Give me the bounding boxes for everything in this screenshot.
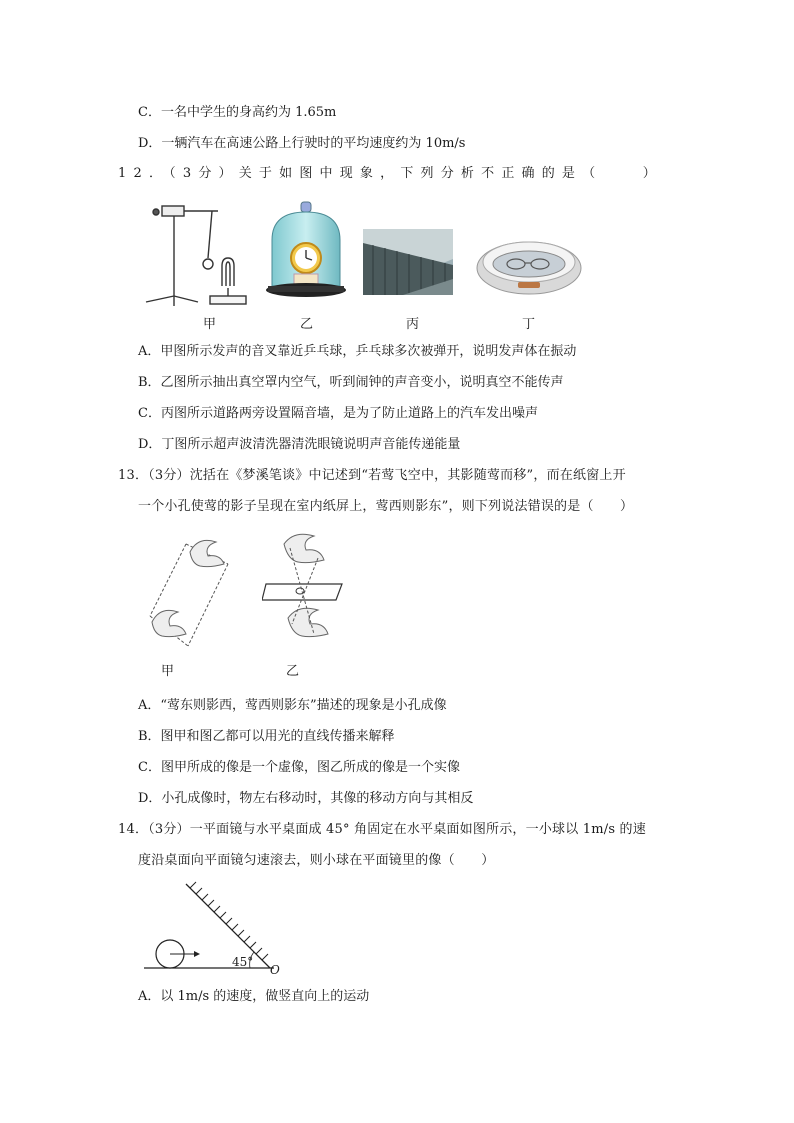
caption-ding: 丁 — [522, 317, 536, 332]
q12-option-d: D．丁图所示超声波清洗器清洗眼镜说明声音能传递能量 — [138, 437, 461, 452]
q12-option-c: C．丙图所示道路两旁设置隔音墙，是为了防止道路上的汽车发出噪声 — [138, 406, 538, 421]
bird-shadow-figure-jia — [138, 534, 238, 656]
q12-option-a: A．甲图所示发声的音叉靠近乒乓球，乒乓球多次被弹开，说明发声体在振动 — [138, 344, 577, 359]
sound-barrier-figure — [363, 229, 453, 295]
q12-stem: 12．（3分）关于如图中现象，下列分析不正确的是（ ） — [118, 166, 663, 181]
q13-option-d: D．小孔成像时，物左右移动时，其像的移动方向与其相反 — [138, 791, 474, 806]
q13-stem-line2: 一个小孔使莺的影子呈现在室内纸屏上，莺西则影东”，则下列说法错误的是（ ） — [138, 499, 634, 514]
ultrasonic-cleaner-figure — [474, 232, 584, 297]
caption-13-yi: 乙 — [286, 664, 300, 679]
caption-jia: 甲 — [203, 317, 217, 332]
angle-label: 45° — [232, 955, 254, 969]
mirror-ball-figure — [140, 880, 290, 978]
q13-stem-line1: 13．（3分）沈括在《梦溪笔谈》中记述到“若莺飞空中，其影随莺而移”，而在纸窗上开 — [118, 468, 626, 483]
q11-option-d: D．一辆汽车在高速公路上行驶时的平均速度约为 10m/s — [138, 136, 466, 151]
q13-option-b: B．图甲和图乙都可以用光的直线传播来解释 — [138, 729, 395, 744]
q14-option-a: A．以 1m/s 的速度，做竖直向上的运动 — [138, 989, 370, 1004]
bell-jar-figure — [264, 200, 348, 305]
caption-yi: 乙 — [300, 317, 314, 332]
point-o-label: O — [270, 963, 280, 977]
q14-stem-line1: 14．（3分）一平面镜与水平桌面成 45° 角固定在水平桌面如图所示，一小球以 1m/s 的速 — [118, 822, 646, 837]
q14-stem-line2: 度沿桌面向平面镜匀速滚去，则小球在平面镜里的像（ ） — [138, 853, 495, 868]
caption-bing: 丙 — [406, 317, 420, 332]
tuning-fork-figure — [138, 198, 248, 313]
q13-option-a: A．“莺东则影西，莺西则影东”描述的现象是小孔成像 — [138, 698, 447, 713]
q11-option-c: C．一名中学生的身高约为 1.65m — [138, 105, 337, 120]
q12-option-b: B．乙图所示抽出真空罩内空气，听到闹钟的声音变小，说明真空不能传声 — [138, 375, 564, 390]
pinhole-figure-yi — [262, 530, 348, 658]
caption-13-jia: 甲 — [161, 664, 175, 679]
q13-option-c: C．图甲所成的像是一个虚像，图乙所成的像是一个实像 — [138, 760, 460, 775]
